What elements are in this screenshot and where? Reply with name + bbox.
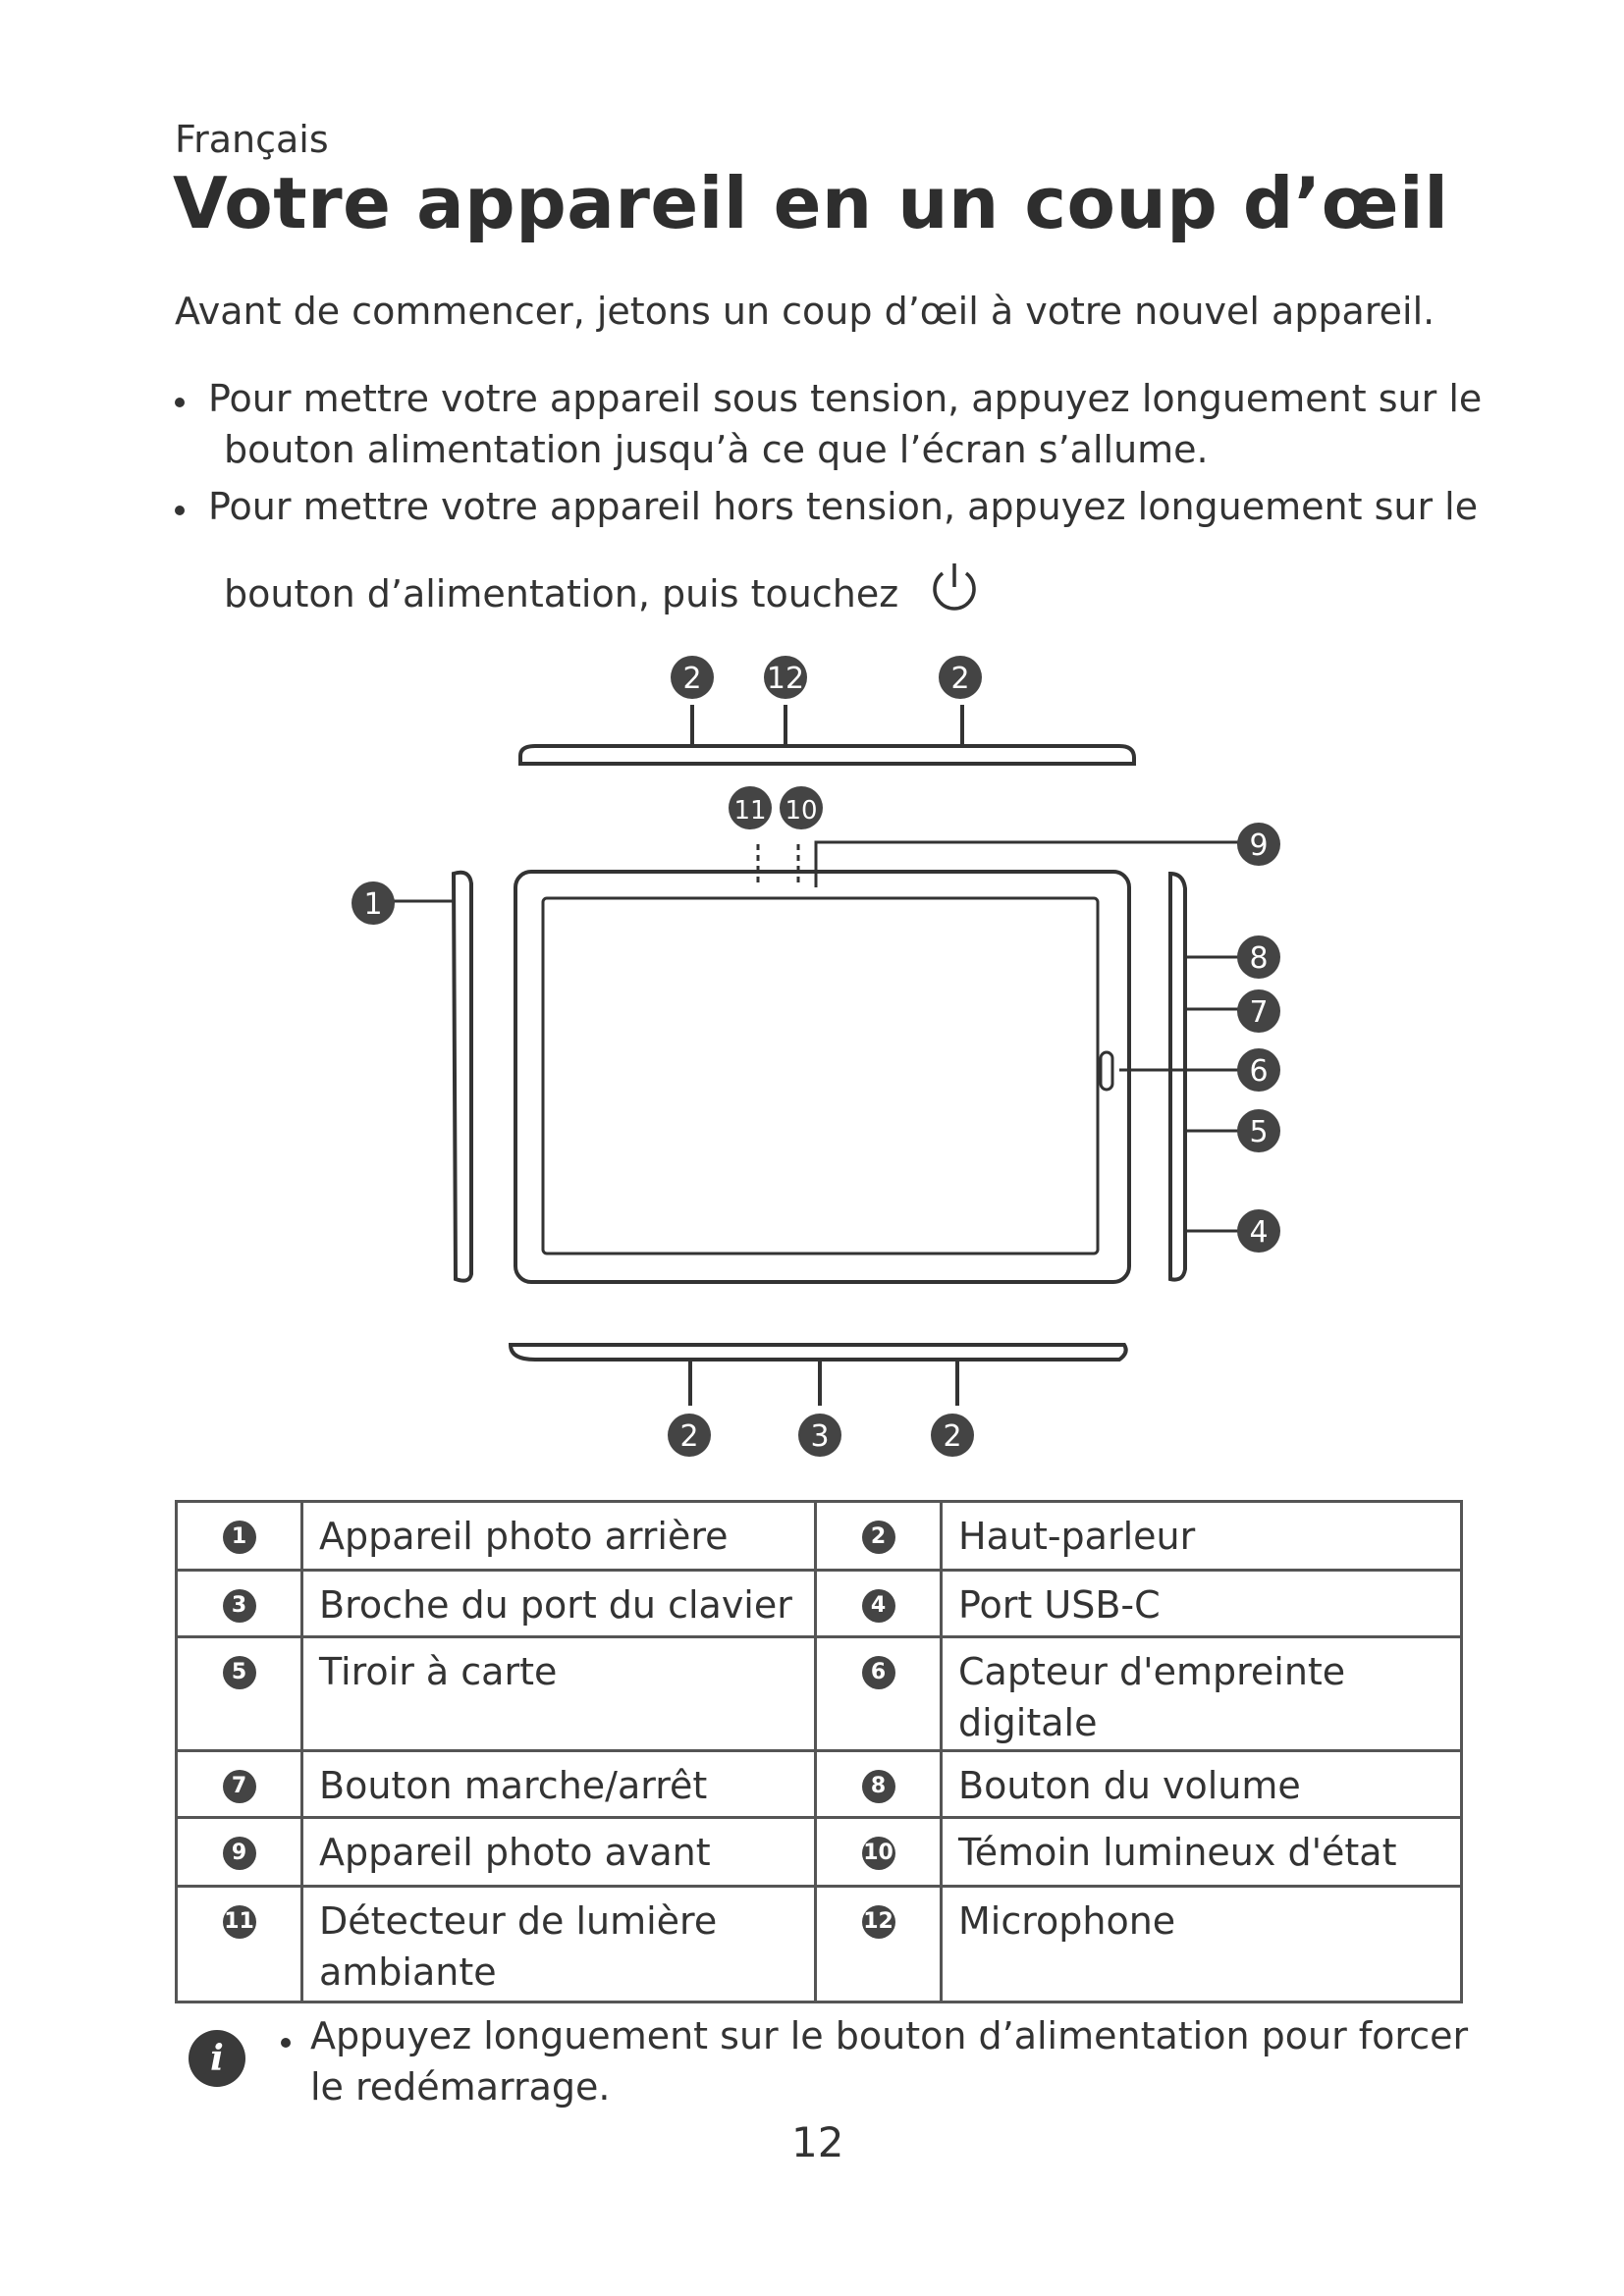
legend-num: 3 <box>177 1571 302 1637</box>
legend-label: Tiroir à carte <box>302 1637 816 1751</box>
legend-label: Détecteur de lumière ambiante <box>302 1887 816 2002</box>
page-number: 12 <box>791 2118 844 2166</box>
legend-num: 5 <box>177 1637 302 1751</box>
table-row <box>177 1502 1462 1571</box>
legend-label: Appareil photo arrière <box>302 1502 816 1571</box>
table-row <box>177 1818 1462 1887</box>
fingerprint-sensor <box>1101 1052 1112 1090</box>
note-text: Appuyez longuement sur le bouton d’alimentation pour forcer le redémarrage. <box>310 2014 1469 2109</box>
top-edge-view <box>520 746 1134 764</box>
legend-num: 4 <box>816 1571 942 1637</box>
tablet-screen <box>543 898 1098 1254</box>
legend-label: Témoin lumineux d'état <box>942 1818 1462 1887</box>
legend-label: Bouton du volume <box>942 1751 1462 1818</box>
bullet-dot <box>281 2038 291 2048</box>
page-title: Votre appareil en un coup d’œil <box>173 162 1449 244</box>
callout-label: 2 <box>679 1419 699 1454</box>
callout-label: 2 <box>943 1419 962 1454</box>
legend-num: 6 <box>816 1637 942 1751</box>
table-row <box>177 1571 1462 1637</box>
legend-num: 7 <box>177 1751 302 1818</box>
callout-label: 2 <box>950 662 970 696</box>
callout-label: 12 <box>766 662 805 696</box>
callout-label: 5 <box>1249 1115 1269 1149</box>
legend-label: Haut-parleur <box>942 1502 1462 1571</box>
callout-label: 2 <box>682 662 702 696</box>
callout-label: 11 <box>733 796 767 826</box>
callout-label: 6 <box>1249 1054 1269 1089</box>
legend-label: Port USB-C <box>942 1571 1462 1637</box>
tablet-front <box>515 872 1129 1282</box>
legend-label: Bouton marche/arrêt <box>302 1751 816 1818</box>
language-label: Français <box>175 118 329 161</box>
legend-label: Capteur d'empreinte digitale <box>942 1637 1462 1751</box>
legend-label: Broche du port du clavier <box>302 1571 816 1637</box>
bullet-line: bouton alimentation jusqu’à ce que l’écran s’allume. <box>224 428 1209 471</box>
callout-label: 8 <box>1249 941 1269 976</box>
callout-label: 9 <box>1249 828 1269 863</box>
table-row <box>177 1887 1462 2002</box>
legend-num: 10 <box>816 1818 942 1887</box>
legend-label: Appareil photo avant <box>302 1818 816 1887</box>
bottom-edge-view <box>511 1345 1126 1360</box>
bullet-line: Pour mettre votre appareil hors tension, appuyez longuement sur le <box>208 485 1479 528</box>
legend-num: 8 <box>816 1751 942 1818</box>
left-edge-view <box>454 873 471 1281</box>
legend-num: 11 <box>177 1887 302 2002</box>
legend-label: Microphone <box>942 1887 1462 2002</box>
callout-label: 10 <box>785 796 818 826</box>
intro-text: Avant de commencer, jetons un coup d’œil à votre nouvel appareil. <box>175 290 1435 333</box>
bullet-line: Pour mettre votre appareil sous tension, appuyez longuement sur le <box>208 377 1483 420</box>
legend-num: 12 <box>816 1887 942 2002</box>
callout-label: 7 <box>1249 995 1269 1030</box>
callout-label: 4 <box>1249 1215 1269 1250</box>
legend-num: 9 <box>177 1818 302 1887</box>
info-icon: i <box>189 2030 245 2087</box>
table-row <box>177 1637 1462 1751</box>
bullet-line: bouton d’alimentation, puis touchez <box>224 572 899 615</box>
table-row <box>177 1751 1462 1818</box>
legend-num: 2 <box>816 1502 942 1571</box>
callout-label: 1 <box>363 887 383 922</box>
legend-table <box>175 1500 1463 2003</box>
legend-num: 1 <box>177 1502 302 1571</box>
callout-label: 3 <box>810 1419 830 1454</box>
right-edge-view <box>1170 874 1185 1280</box>
